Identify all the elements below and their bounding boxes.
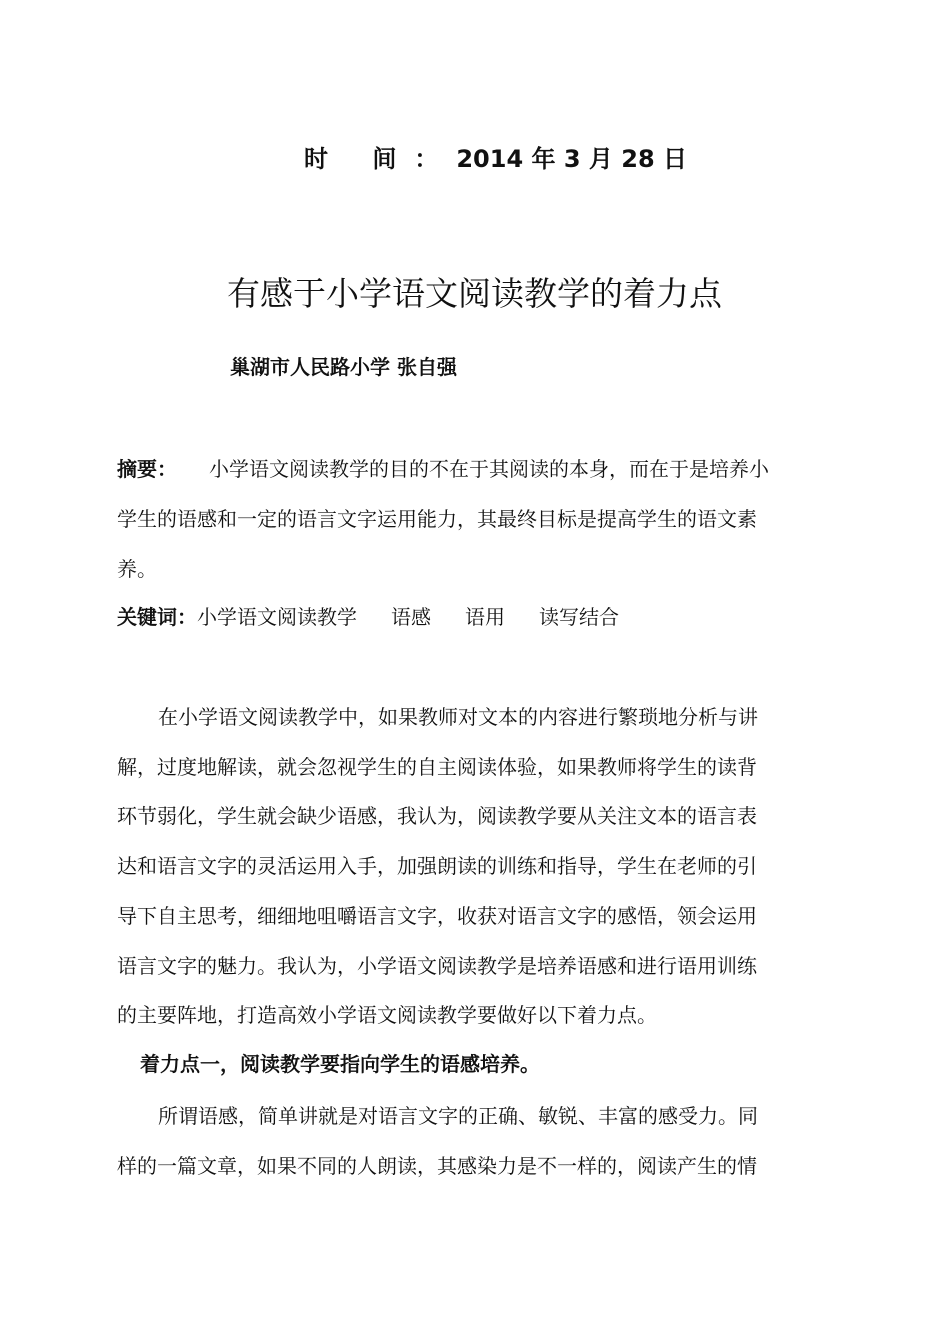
- abstract-line-1: [117, 453, 769, 482]
- body-line-2: 解，过度地解读，就会忽视学生的自主阅读体验，如果教师将学生的读背: [117, 755, 757, 779]
- body-line-3: 环节弱化，学生就会缺少语感，我认为，阅读教学要从关注文本的语言表: [117, 804, 757, 828]
- date-value: 2014 年 3 月 28 日: [456, 145, 688, 173]
- abstract-text-1: 小学语文阅读教学的目的不在于其阅读的本身，而在于是培养小: [209, 457, 769, 481]
- section-1-line-2: 样的一篇文章，如果不同的人朗读，其感染力是不一样的，阅读产生的情: [117, 1154, 757, 1178]
- keyword-item: 语用: [465, 605, 505, 629]
- date-line: [304, 139, 687, 174]
- body-line-6: 语言文字的魅力。我认为，小学语文阅读教学是培养语感和进行语用训练: [117, 954, 757, 978]
- abstract-label: 摘要：: [117, 457, 177, 481]
- keyword-item: 小学语文阅读教学: [197, 605, 357, 629]
- body-line-5: 导下自主思考，细细地咀嚼语言文字，收获对语言文字的感悟，领会运用: [117, 904, 757, 928]
- abstract-line-2: 学生的语感和一定的语言文字运用能力，其最终目标是提高学生的语文素: [117, 507, 757, 531]
- article-title: 有感于小学语文阅读教学的着力点: [227, 274, 722, 313]
- body-line-1: 在小学语文阅读教学中，如果教师对文本的内容进行繁琐地分析与讲: [158, 705, 758, 729]
- date-label: 时 间：: [304, 145, 457, 173]
- body-line-4: 达和语言文字的灵活运用入手，加强朗读的训练和指导，学生在老师的引: [117, 854, 757, 878]
- abstract-line-3: 养。: [117, 557, 157, 581]
- author-line: 巢湖市人民路小学 张自强: [230, 355, 457, 379]
- keywords-line: [117, 601, 619, 630]
- body-line-7: 的主要阵地，打造高效小学语文阅读教学要做好以下着力点。: [117, 1003, 657, 1027]
- keyword-item: 读写结合: [539, 605, 619, 629]
- keywords-label: 关键词：: [117, 605, 197, 629]
- keyword-item: 语感: [391, 605, 431, 629]
- section-1-heading: 着力点一，阅读教学要指向学生的语感培养。: [140, 1052, 540, 1076]
- section-1-line-1: 所谓语感，简单讲就是对语言文字的正确、敏锐、丰富的感受力。同: [158, 1104, 758, 1128]
